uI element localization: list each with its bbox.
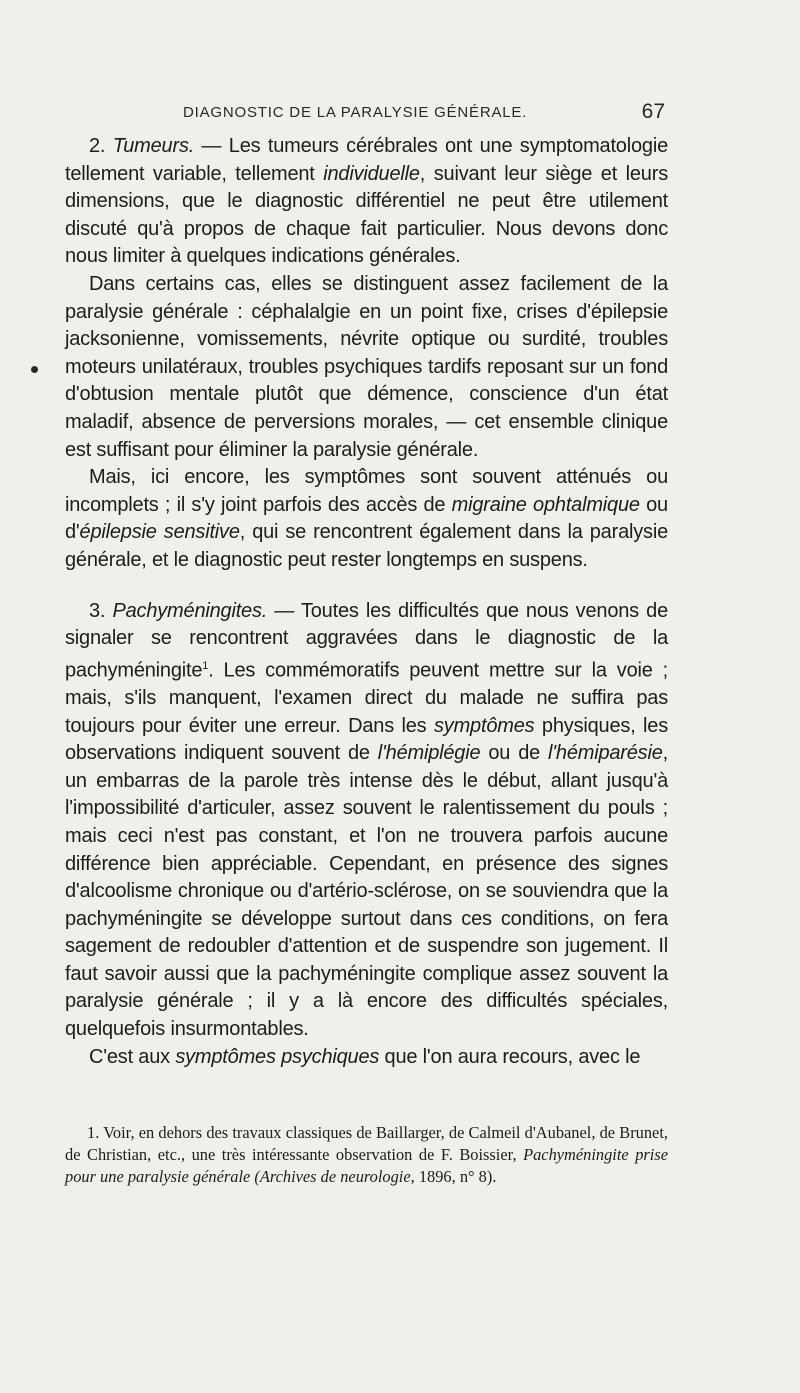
text-run: , qui se rencontrent également dans la paralysie générale, et le diagnostic peut rester longtemps en suspens. [65,521,668,571]
paragraph-tumeurs [65,133,668,271]
text-run: . Les commémoratifs peuvent mettre sur la voie ; mais, s'ils manquent, l'examen direct du malade ne suffira pas toujours pour éviter une erreur. Dans les [65,659,668,737]
text-run: — Toutes les difficultés que nous venons de signaler se rencontrent aggravées dans le diagnostic de la pachyméningite [65,599,668,682]
section-title: Pachyméningites. [112,599,268,622]
section-number: 2. [89,135,113,157]
italic-term: l'hémiplégie [377,742,481,765]
text-run: , suivant leur siège et leurs dimensions, que le diagnostic différentiel ne peut être utilement discuté qu'à propos de chaque fait particulier. Nous devons donc nous limiter à quelques indications générales. [65,162,668,268]
italic-term: l'hémiparésie [548,742,663,765]
main-text [65,133,668,1071]
text-run: , un embarras de la parole très intense dès le début, allant jusqu'à l'impossibilité d'articuler, assez souvent le ralentissement du pouls ; mais ceci n'est pas constant, et l'on ne trouvera parfois aucune différence bien appréciable. Cependant, en présence des signes d'alcoolisme chronique ou d'artério-sclérose, on se souviendra que la pachyméningite se développe surtout dans ces conditions, on fera sagement de redoubler d'attention et de suspendre son jugement. Il faut savoir aussi que la pachyméningite complique assez souvent la paralysie générale ; il y a là encore des difficultés spéciales, quelquefois insurmontables. [65,742,668,1041]
page-number: 67 [641,100,665,123]
text-run: que l'on aura recours, avec le [379,1045,641,1068]
footnotes [65,1122,668,1187]
paragraph-signes: Dans certains cas, elles se distinguent assez facilement de la paralysie générale : céphalalgie en un point fixe, crises d'épilepsie jacksonienne, vomissements, névrite optique ou surdité, troubles moteurs unilatéraux, troubles psychiques tardifs reposant sur un fond d'obtusion mentale plutôt que démence, conscience d'un état maladif, absence de perversions morales, — cet ensemble clinique est suffisant pour éliminer la paralysie générale. [65,272,668,461]
italic-title: Pachyméningite prise pour une paralysie générale (Archives de neurologie [65,1144,669,1186]
text-run: 1. Voir, en dehors des travaux classiques de Baillarger, de Calmeil d'Aubanel, de Brunet, de Christian, etc., une très intéressante observation de F. Boissier, [65,1123,668,1164]
section-number: 3. [89,599,113,622]
text-run: ou de [480,742,549,765]
italic-term: migraine ophtalmique [451,493,640,516]
text-run: ou d' [65,493,668,544]
text-run: physiques, les observations indiquent souvent de [65,714,669,765]
paragraph-psychiques [65,1044,668,1072]
text-run: — Les tumeurs cérébrales ont une symptomatologie tellement variable, tellement [65,135,668,185]
running-title: DIAGNOSTIC DE LA PARALYSIE GÉNÉRALE. [183,104,528,121]
footnote-ref: 1 [202,659,209,672]
margin-dot [31,366,38,373]
footnote-1 [65,1122,668,1187]
running-header [65,100,665,130]
paragraph-pachymeningites [65,598,668,1044]
italic-term: symptômes psychiques [175,1045,380,1068]
italic-term: individuelle [323,162,420,185]
section-title: Tumeurs. [112,135,195,157]
italic-term: épilepsie sensitive [79,521,240,544]
text-run: C'est aux [89,1045,176,1068]
paragraph-incomplets [65,464,668,574]
text-run: Mais, ici encore, les symptômes sont souvent atténués ou incomplets ; il s'y joint parfois des accès de [65,466,668,516]
text-run: , 1896, n° 8). [410,1166,497,1186]
italic-term: symptômes [433,714,535,737]
